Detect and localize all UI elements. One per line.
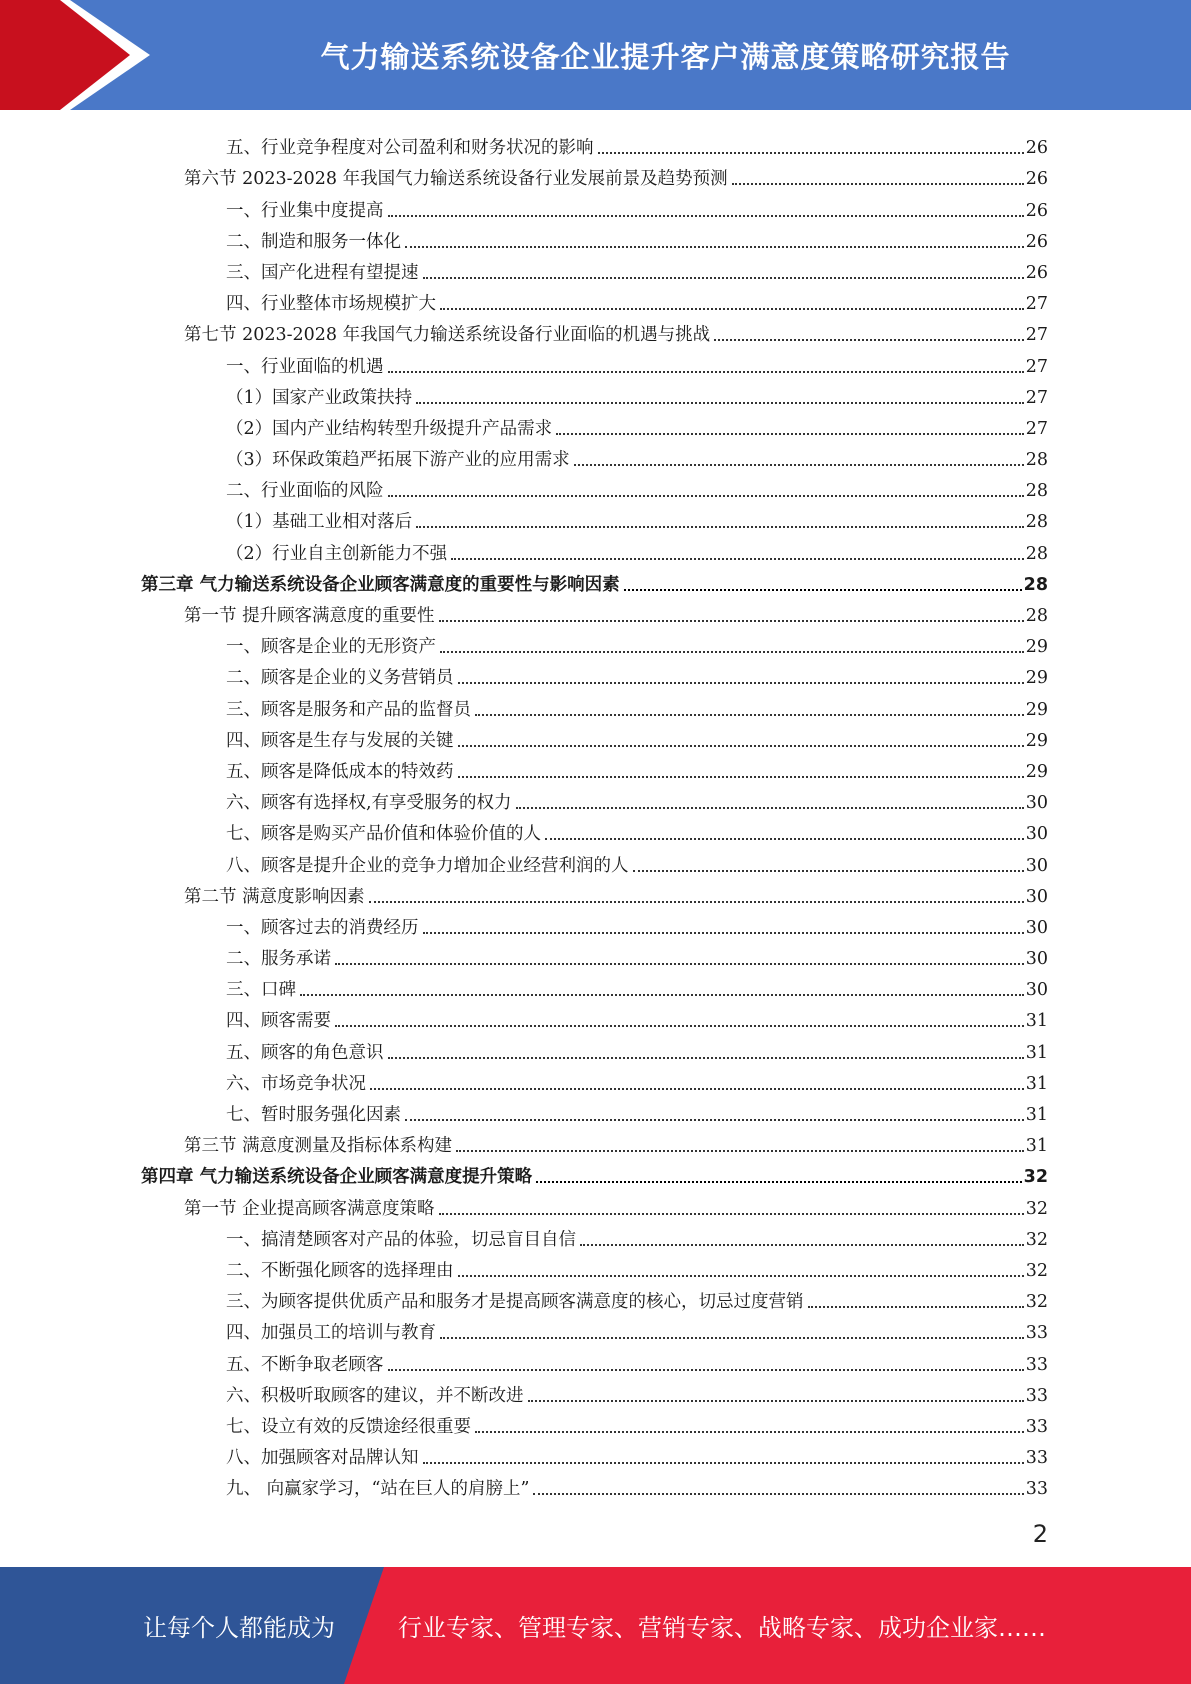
toc-entry-title: 一、搞清楚顾客对产品的体验，切忌盲目自信: [226, 1229, 576, 1250]
toc-entry-title: 七、顾客是购买产品价值和体验价值的人: [226, 824, 541, 845]
toc-entry-title: 第四章 气力输送系统设备企业顾客满意度提升策略: [141, 1167, 533, 1188]
footer-slogan-left: 让每个人都能成为: [143, 1614, 335, 1642]
toc-entry-title: （2）行业自主创新能力不强: [226, 543, 448, 564]
toc-entry-page: 28: [1023, 574, 1048, 595]
toc-entry-page: 27: [1025, 418, 1048, 439]
toc-entry-title: （3）环保政策趋严拓展下游产业的应用需求: [226, 450, 570, 471]
toc-item-entry[interactable]: [141, 1251, 1048, 1282]
toc-item-entry[interactable]: [141, 689, 1048, 720]
toc-entry-title: 四、顾客是生存与发展的关键: [226, 730, 454, 751]
toc-dot-leader: [624, 589, 1022, 591]
toc-entry-page: 33: [1025, 1416, 1048, 1437]
toc-dot-leader: [300, 994, 1024, 996]
toc-dot-leader: [580, 1244, 1024, 1246]
toc-entry-page: 28: [1025, 606, 1048, 626]
toc-dot-leader: [439, 620, 1024, 622]
toc-dot-leader: [556, 433, 1024, 435]
toc-dot-leader: [440, 651, 1024, 653]
toc-dot-leader: [475, 1431, 1024, 1433]
toc-dot-leader: [405, 246, 1024, 248]
toc-dot-leader: [369, 901, 1024, 903]
toc-entry-page: 31: [1025, 1105, 1048, 1125]
toc-entry-title: 五、行业竞争程度对公司盈利和财务状况的影响: [226, 138, 594, 159]
toc-entry-title: 第三节 满意度测量及指标体系构建: [184, 1136, 453, 1157]
toc-dot-leader: [335, 963, 1024, 965]
toc-item-entry[interactable]: [141, 471, 1048, 502]
toc-dot-leader: [516, 807, 1024, 809]
toc-dot-leader: [536, 1181, 1022, 1183]
toc-entry-title: （1）国家产业政策扶持: [226, 387, 413, 408]
toc-entry-page: 29: [1025, 668, 1048, 689]
toc-entry-title: 三、顾客是服务和产品的监督员: [226, 699, 471, 720]
toc-entry-title: 五、不断争取老顾客: [226, 1354, 384, 1375]
toc-entry-page: 28: [1025, 512, 1048, 533]
toc-entry-title: 八、加强顾客对品牌认知: [226, 1448, 419, 1469]
toc-section-entry[interactable]: [141, 315, 1048, 346]
toc-dot-leader: [458, 1275, 1024, 1277]
toc-dot-leader: [416, 402, 1024, 404]
toc-entry-title: 二、服务承诺: [226, 949, 331, 970]
toc-dot-leader: [633, 870, 1024, 872]
footer-bar: [0, 1567, 1191, 1684]
toc-entry-title: 四、顾客需要: [226, 1011, 331, 1032]
toc-dot-leader: [458, 682, 1024, 684]
toc-entry-page: 26: [1025, 200, 1048, 221]
toc-item-entry[interactable]: [141, 1095, 1048, 1126]
toc-entry-title: 一、行业面临的机遇: [226, 356, 384, 377]
toc-item-entry[interactable]: [141, 533, 1048, 564]
toc-entry-title: （2）国内产业结构转型升级提升产品需求: [226, 418, 553, 439]
toc-item-entry[interactable]: [141, 378, 1048, 409]
toc-entry-title: 三、为顾客提供优质产品和服务才是提高顾客满意度的核心，切忌过度营销: [226, 1292, 804, 1313]
toc-entry-page: 28: [1025, 543, 1048, 564]
toc-entry-page: 33: [1025, 1479, 1048, 1500]
toc-entry-title: 七、暂时服务强化因素: [226, 1105, 401, 1125]
toc-entry-page: 31: [1025, 1073, 1048, 1094]
toc-dot-leader: [528, 1400, 1024, 1402]
toc-dot-leader: [423, 277, 1024, 279]
toc-dot-leader: [475, 714, 1024, 716]
toc-dot-leader: [458, 745, 1024, 747]
toc-entry-page: 30: [1025, 886, 1048, 907]
toc-entry-title: 一、顾客过去的消费经历: [226, 917, 419, 938]
toc-item-entry[interactable]: [141, 1282, 1048, 1313]
toc-entry-page: 28: [1025, 450, 1048, 471]
toc-dot-leader: [388, 371, 1024, 373]
toc-entry-title: 二、不断强化顾客的选择理由: [226, 1260, 454, 1281]
toc-entry-title: 四、加强员工的培训与教育: [226, 1323, 436, 1344]
toc-section-entry[interactable]: [141, 159, 1048, 190]
toc-entry-page: 32: [1025, 1260, 1048, 1281]
toc-item-entry[interactable]: [141, 939, 1048, 970]
toc-entry-page: 32: [1025, 1292, 1048, 1313]
toc-entry-page: 27: [1025, 294, 1048, 315]
toc-chapter-entry[interactable]: [141, 1157, 1048, 1188]
toc-entry-title: 第六节 2023-2028 年我国气力输送系统设备行业发展前景及趋势预测: [184, 169, 728, 190]
toc-entry-title: 九、 向赢家学习，“站在巨人的肩膀上”: [226, 1479, 530, 1500]
toc-entry-page: 30: [1025, 793, 1048, 814]
toc-entry-page: 27: [1025, 356, 1048, 377]
toc-entry-title: 八、顾客是提升企业的竞争力增加企业经营利润的人: [226, 855, 629, 876]
toc-chapter-entry[interactable]: [141, 565, 1048, 596]
toc-item-entry[interactable]: [141, 409, 1048, 440]
toc-dot-leader: [335, 1025, 1024, 1027]
toc-entry-page: 33: [1025, 1448, 1048, 1469]
toc-item-entry[interactable]: [141, 814, 1048, 845]
toc-item-entry[interactable]: [141, 1438, 1048, 1469]
footer-slogan-right: 行业专家、管理专家、营销专家、战略专家、成功企业家……: [398, 1614, 1046, 1642]
toc-dot-leader: [388, 215, 1024, 217]
toc-entry-title: 三、口碑: [226, 980, 296, 1001]
toc-item-entry[interactable]: [141, 440, 1048, 471]
toc-item-entry[interactable]: [141, 658, 1048, 689]
toc-entry-page: 29: [1025, 761, 1048, 782]
toc-entry-page: 26: [1025, 169, 1048, 190]
toc-item-entry[interactable]: [141, 845, 1048, 876]
toc-dot-leader: [423, 932, 1024, 934]
toc-dot-leader: [423, 1462, 1024, 1464]
toc-entry-page: 27: [1025, 325, 1048, 346]
toc-item-entry[interactable]: [141, 190, 1048, 221]
toc-entry-page: 31: [1025, 1011, 1048, 1032]
toc-item-entry[interactable]: [141, 222, 1048, 253]
toc-item-entry[interactable]: [141, 721, 1048, 752]
toc-dot-leader: [388, 1057, 1024, 1059]
toc-item-entry[interactable]: [141, 627, 1048, 658]
toc-item-entry[interactable]: [141, 1376, 1048, 1407]
toc-item-entry[interactable]: [141, 1313, 1048, 1344]
toc-item-entry[interactable]: [141, 908, 1048, 939]
toc-item-entry[interactable]: [141, 1220, 1048, 1251]
toc-item-entry[interactable]: [141, 1469, 1048, 1500]
toc-item-entry[interactable]: [141, 502, 1048, 533]
toc-section-entry[interactable]: [141, 1126, 1048, 1157]
toc-item-entry[interactable]: [141, 1344, 1048, 1375]
toc-item-entry[interactable]: [141, 346, 1048, 377]
toc-entry-page: 32: [1025, 1198, 1048, 1219]
table-of-contents: [141, 128, 1048, 1500]
toc-entry-page: 33: [1025, 1385, 1048, 1406]
toc-entry-page: 29: [1025, 730, 1048, 751]
toc-entry-title: 第一节 提升顾客满意度的重要性: [184, 606, 435, 626]
toc-section-entry[interactable]: [141, 1188, 1048, 1219]
toc-entry-title: 二、制造和服务一体化: [226, 231, 401, 252]
toc-entry-title: 一、顾客是企业的无形资产: [226, 637, 436, 658]
toc-entry-title: 一、行业集中度提高: [226, 200, 384, 221]
toc-dot-leader: [545, 838, 1024, 840]
toc-dot-leader: [388, 1369, 1024, 1371]
report-title: 气力输送系统设备企业提升客户满意度策略研究报告: [320, 39, 1011, 74]
toc-entry-page: 26: [1025, 138, 1048, 159]
toc-dot-leader: [405, 1119, 1024, 1121]
toc-item-entry[interactable]: [141, 253, 1048, 284]
toc-entry-page: 26: [1025, 231, 1048, 252]
toc-dot-leader: [416, 526, 1024, 528]
toc-entry-page: 26: [1025, 262, 1048, 283]
toc-entry-page: 29: [1025, 637, 1048, 658]
toc-entry-page: 30: [1025, 980, 1048, 1001]
toc-entry-title: 五、顾客的角色意识: [226, 1042, 384, 1063]
toc-dot-leader: [440, 1337, 1024, 1339]
toc-entry-page: 31: [1025, 1042, 1048, 1063]
toc-entry-title: 六、市场竞争状况: [226, 1073, 366, 1094]
toc-section-entry[interactable]: [141, 596, 1048, 627]
toc-item-entry[interactable]: [141, 783, 1048, 814]
toc-entry-page: 30: [1025, 824, 1048, 845]
toc-entry-page: 30: [1025, 949, 1048, 970]
toc-entry-title: 第三章 气力输送系统设备企业顾客满意度的重要性与影响因素: [141, 574, 620, 595]
toc-dot-leader: [440, 308, 1024, 310]
toc-entry-page: 32: [1023, 1167, 1048, 1188]
toc-dot-leader: [458, 776, 1024, 778]
toc-entry-page: 30: [1025, 855, 1048, 876]
toc-dot-leader: [370, 1088, 1024, 1090]
toc-entry-title: 七、设立有效的反馈途经很重要: [226, 1416, 471, 1437]
toc-entry-title: 第一节 企业提高顾客满意度策略: [184, 1198, 435, 1219]
toc-item-entry[interactable]: [141, 128, 1048, 159]
toc-entry-title: 第七节 2023-2028 年我国气力输送系统设备行业面临的机遇与挑战: [184, 325, 711, 346]
toc-item-entry[interactable]: [141, 1064, 1048, 1095]
toc-entry-title: 三、国产化进程有望提速: [226, 262, 419, 283]
toc-item-entry[interactable]: [141, 1001, 1048, 1032]
toc-entry-page: 27: [1025, 387, 1048, 408]
toc-dot-leader: [714, 339, 1024, 341]
toc-entry-page: 28: [1025, 481, 1048, 502]
toc-entry-page: 29: [1025, 699, 1048, 720]
toc-dot-leader: [388, 495, 1024, 497]
toc-entry-title: 六、顾客有选择权,有享受服务的权力: [226, 793, 512, 814]
toc-dot-leader: [456, 1150, 1024, 1152]
toc-entry-page: 33: [1025, 1323, 1048, 1344]
toc-entry-title: 五、顾客是降低成本的特效药: [226, 761, 454, 782]
toc-entry-title: 第二节 满意度影响因素: [184, 886, 365, 907]
toc-entry-title: 二、行业面临的风险: [226, 481, 384, 502]
toc-item-entry[interactable]: [141, 752, 1048, 783]
toc-dot-leader: [533, 1493, 1023, 1495]
toc-item-entry[interactable]: [141, 1032, 1048, 1063]
toc-entry-title: 二、顾客是企业的义务营销员: [226, 668, 454, 689]
toc-entry-title: 六、积极听取顾客的建议，并不断改进: [226, 1385, 524, 1406]
toc-entry-title: 四、行业整体市场规模扩大: [226, 294, 436, 315]
toc-entry-page: 32: [1025, 1229, 1048, 1250]
toc-item-entry[interactable]: [141, 284, 1048, 315]
toc-dot-leader: [439, 1213, 1024, 1215]
toc-entry-page: 31: [1025, 1136, 1048, 1157]
toc-dot-leader: [574, 464, 1024, 466]
toc-dot-leader: [598, 152, 1024, 154]
toc-section-entry[interactable]: [141, 877, 1048, 908]
page-number: 2: [1032, 1520, 1048, 1548]
toc-item-entry[interactable]: [141, 970, 1048, 1001]
toc-dot-leader: [808, 1306, 1024, 1308]
toc-entry-page: 33: [1025, 1354, 1048, 1375]
toc-dot-leader: [732, 183, 1024, 185]
toc-entry-title: （1）基础工业相对落后: [226, 512, 413, 533]
toc-item-entry[interactable]: [141, 1407, 1048, 1438]
header-bar: [0, 0, 1191, 110]
toc-dot-leader: [451, 558, 1024, 560]
toc-entry-page: 30: [1025, 917, 1048, 938]
header-arrow-decoration: [0, 0, 150, 110]
